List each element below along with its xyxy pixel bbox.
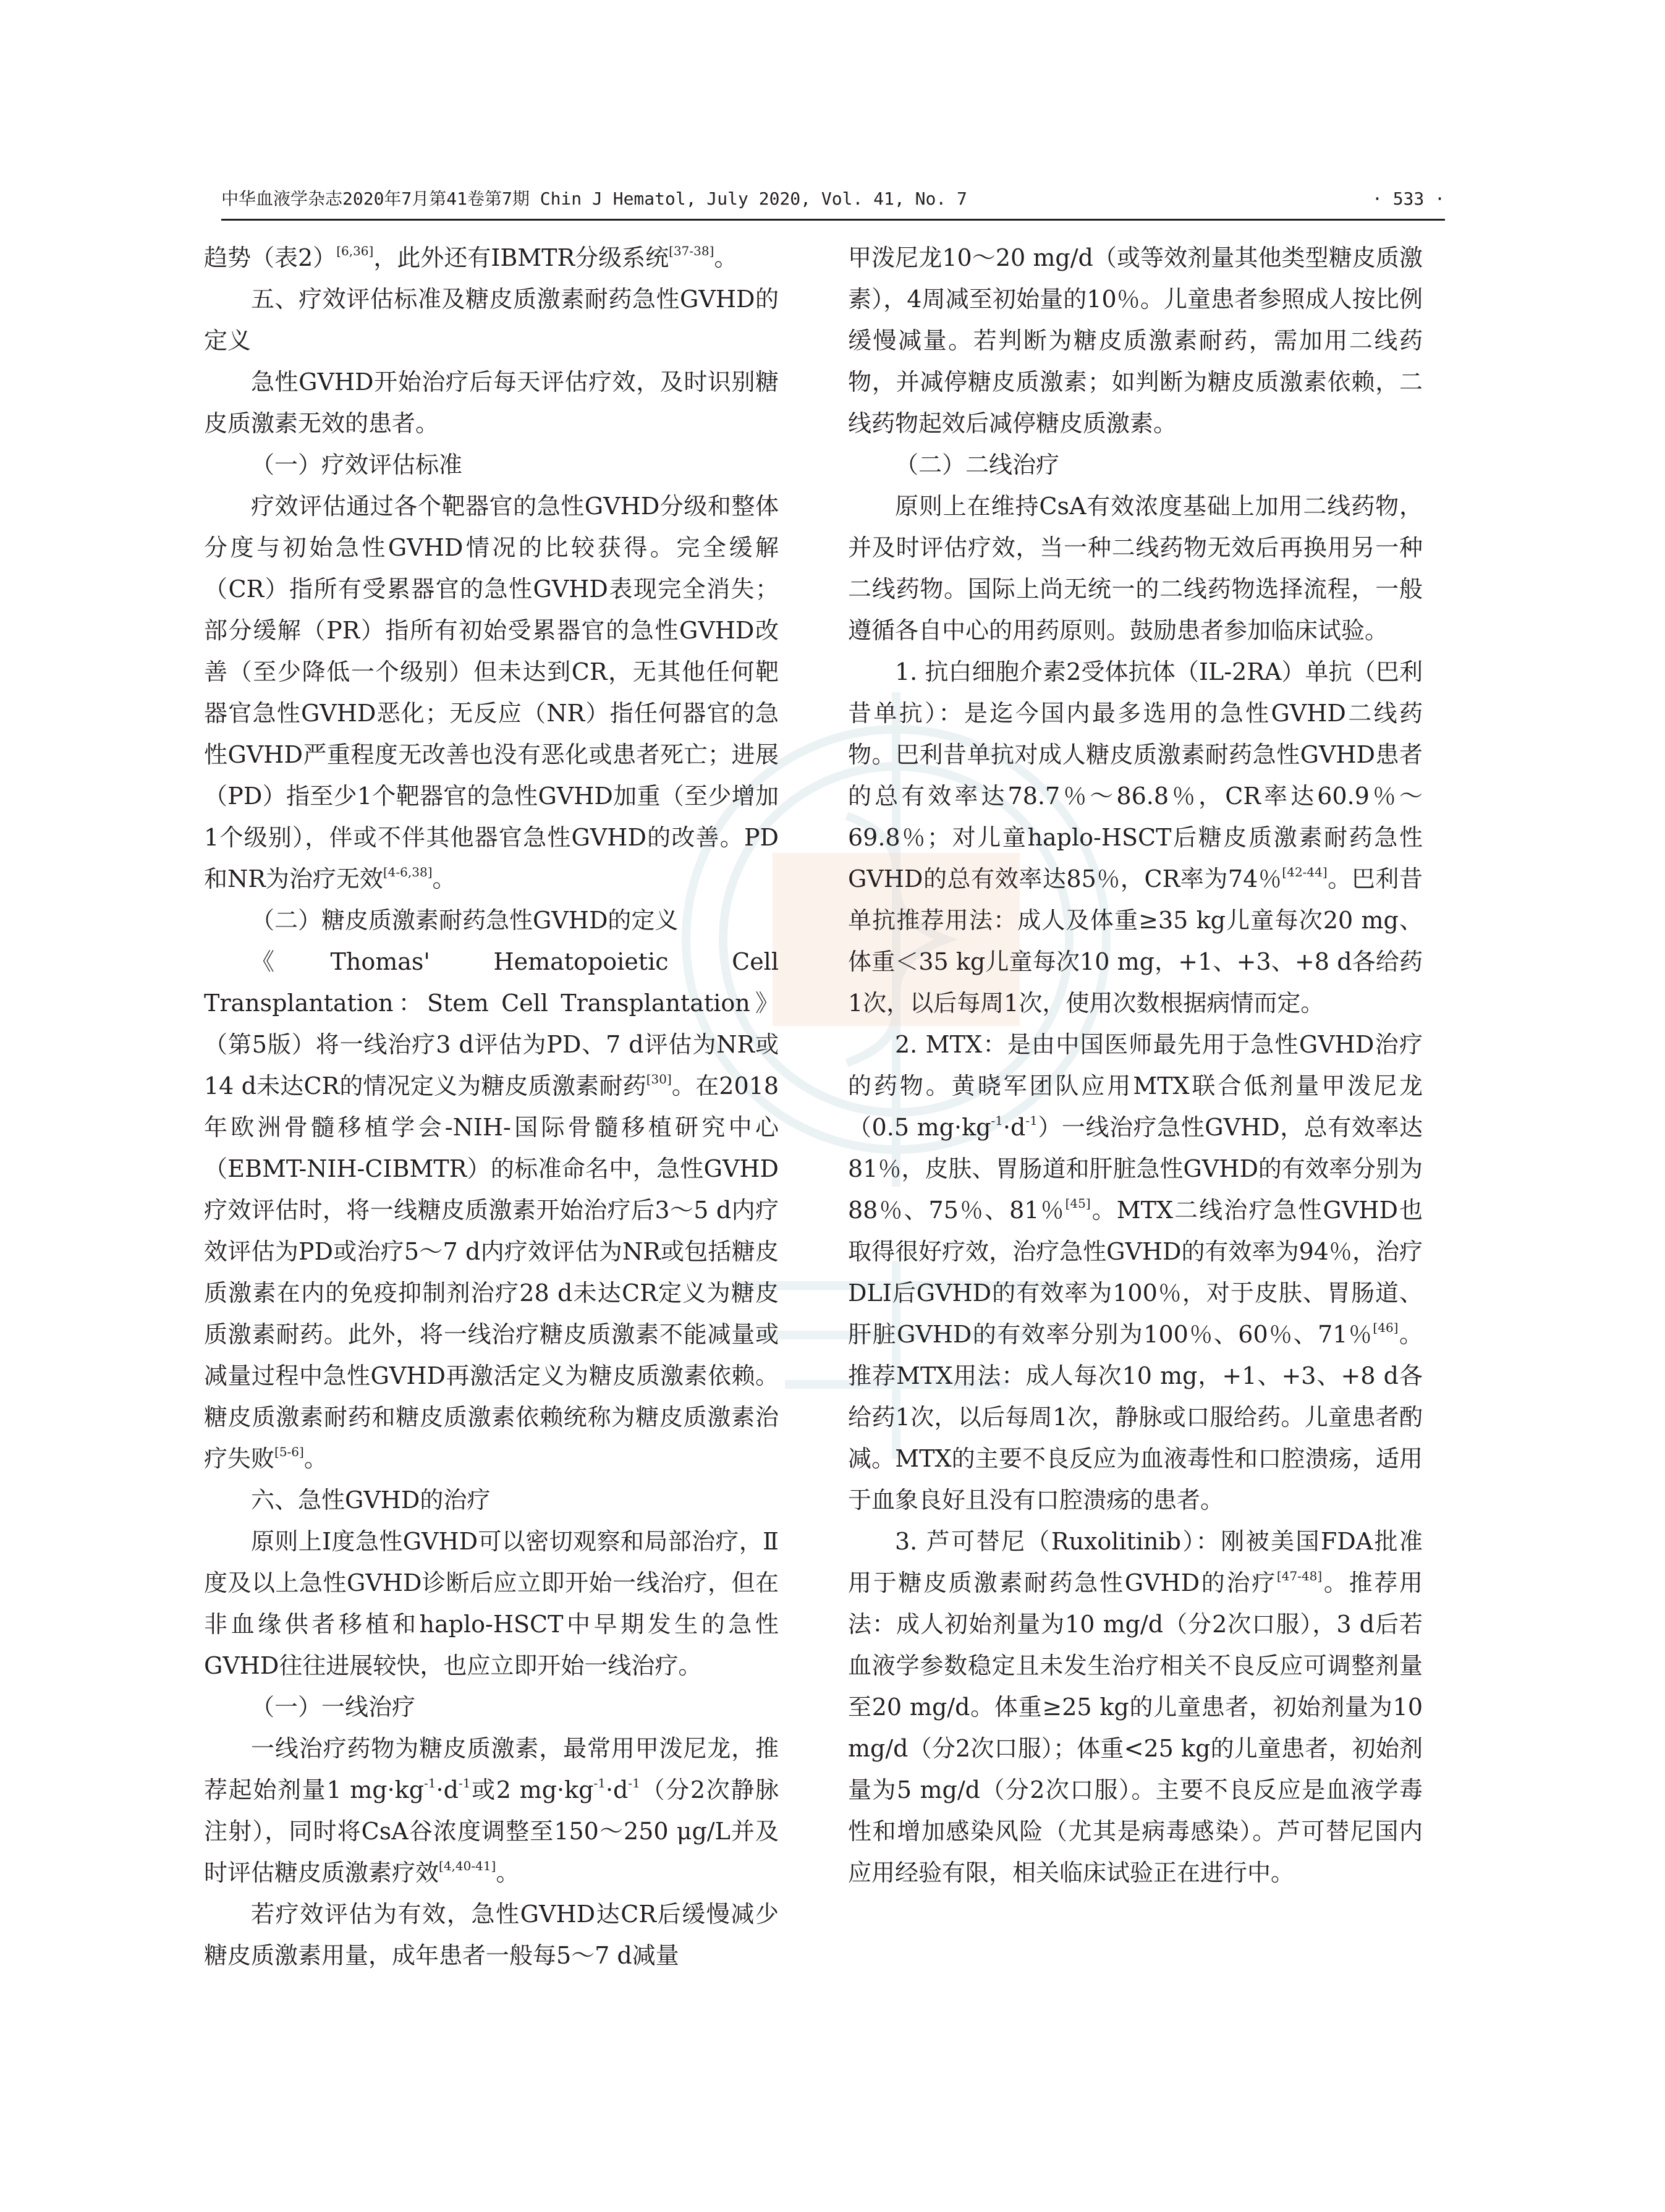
subsection-heading: （一）一线治疗 [251, 1693, 416, 1721]
paragraph: 2. MTX：是由中国医师最先用于急性GVHD治疗的药物。黄晓军团队应用MTX联合低剂量甲泼尼龙（0.5 $mg\cdot kg^{-1}\cdot d^{-1}$）一线治疗急性GVHD，总有效率达81％，皮肤、胃肠道和肝脏急性GVHD的有效率分别为88％、75％、81％[45]。MTX二线治疗急性GVHD也取得很好疗效，治疗急性GVHD的有效率为94％，治疗DLI后GVHD的有效率为100％，对于皮肤、胃肠道、肝脏GVHD的有效率分别为100％、60％、71％[46]。推荐MTX用法：成人每次10 mg，+1、+3、+8 d各给药1次，以后每周1次，静脉或口服给药。儿童患者酌减。MTX的主要不良反应为血液毒性和口腔溃疡，适用于血象良好且没有口腔溃疡的患者。 [848, 1031, 1423, 1514]
paragraph: 疗效评估通过各个靶器官的急性GVHD分级和整体分度与初始急性GVHD情况的比较获得。完全缓解（CR）指所有受累器官的急性GVHD表现完全消失；部分缓解（PR）指所有初始受累器官的急性GVHD改善（至少降低一个级别）但未达到CR，无其他任何靶器官急性GVHD恶化；无反应（NR）指任何器官的急性GVHD严重程度无改善也没有恶化或患者死亡；进展（PD）指至少1个靶器官的急性GVHD加重（至少增加1个级别），伴或不伴其他器官急性GVHD的改善。PD和NR为治疗无效[4-6,38]。 [204, 493, 779, 892]
paragraph: 原则上Ⅰ度急性GVHD可以密切观察和局部治疗，Ⅱ度及以上急性GVHD诊断后应立即开始一线治疗，但在非血缘供者移植和haplo-HSCT中早期发生的急性GVHD往往进展较快，也应立即开始一线治疗。 [204, 1528, 779, 1679]
page-number: · 533 · [1371, 189, 1445, 209]
paragraph: 若疗效评估为有效，急性GVHD达CR后缓慢减少糖皮质激素用量，成年患者一般每5～7 d减量 [204, 1901, 779, 1969]
paragraph: 1. 抗白细胞介素2受体抗体（IL-2RA）单抗（巴利昔单抗）：是迄今国内最多选用的急性GVHD二线药物。巴利昔单抗对成人糖皮质激素耐药急性GVHD患者的总有效率达78.7％～86.8％，CR率达60.9％～69.8％；对儿童haplo-HSCT后糖皮质激素耐药急性GVHD的总有效率达85％，CR率为74％[42-44]。巴利昔单抗推荐用法：成人及体重≥35 kg儿童每次20 mg、体重＜35 kg儿童每次10 mg，+1、+3、+8 d各给药1次，以后每周1次，使用次数根据病情而定。 [848, 658, 1423, 1017]
right-column [848, 237, 1423, 1894]
paragraph: 趋势（表2）[6,36]，此外还有IBMTR分级系统[37-38]。 [204, 244, 738, 271]
subsection-heading: （一）疗效评估标准 [251, 451, 463, 478]
section-heading: 五、疗效评估标准及糖皮质激素耐药急性GVHD的定义 [204, 286, 779, 354]
paragraph: 3. 芦可替尼（Ruxolitinib）：刚被美国FDA批准用于糖皮质激素耐药急性GVHD的治疗[47-48]。推荐用法：成人初始剂量为10 mg/d（分2次口服），3 d后若血液学参数稳定且未发生治疗相关不良反应可调整剂量至20 mg/d。体重≥25 kg的儿童患者，初始剂量为10 mg/d（分2次口服）；体重<25 kg的儿童患者，初始剂量为5 mg/d（分2次口服）。主要不良反应是血液学毒性和增加感染风险（尤其是病毒感染）。芦可替尼国内应用经验有限，相关临床试验正在进行中。 [848, 1528, 1423, 1886]
journal-citation: 中华血液学杂志2020年7月第41卷第7期 Chin J Hematol, July 2020, Vol. 41, No. 7 [221, 189, 967, 209]
left-column [204, 237, 779, 1977]
section-heading: 六、急性GVHD的治疗 [251, 1486, 491, 1514]
subsection-heading: （二）糖皮质激素耐药急性GVHD的定义 [251, 907, 679, 934]
paragraph: 一线治疗药物为糖皮质激素，最常用甲泼尼龙，推荐起始剂量1 $mg\cdot kg^{-1}\cdot d^{-1}$或2 $mg\cdot kg^{-1}\cdot d^{-1}$（分2次静脉注射），同时将CsA谷浓度调整至150～250 μg/L并及时评估糖皮质激素疗效[4,40-41]。 [204, 1735, 779, 1886]
paragraph: 《Thomas' Hematopoietic Cell Transplantation：Stem Cell Transplantation》（第5版）将一线治疗3 d评估为PD、7 d评估为NR或14 d未达CR的情况定义为糖皮质激素耐药[30]。在2018年欧洲骨髓移植学会-NIH-国际骨髓移植研究中心（EBMT-NIH-CIBMTR）的标准命名中，急性GVHD疗效评估时，将一线糖皮质激素开始治疗后3～5 d内疗效评估为PD或治疗5～7 d内疗效评估为NR或包括糖皮质激素在内的免疫抑制剂治疗28 d未达CR定义为糖皮质激素耐药。此外，将一线治疗糖皮质激素不能减量或减量过程中急性GVHD再激活定义为糖皮质激素依赖。糖皮质激素耐药和糖皮质激素依赖统称为糖皮质激素治疗失败[5-6]。 [204, 948, 779, 1472]
subsection-heading: （二）二线治疗 [895, 451, 1060, 478]
header-rule [221, 219, 1445, 221]
paragraph: 急性GVHD开始治疗后每天评估疗效，及时识别糖皮质激素无效的患者。 [204, 368, 779, 437]
paragraph: 甲泼尼龙10～20 mg/d（或等效剂量其他类型糖皮质激素），4周减至初始量的10％。儿童患者参照成人按比例缓慢减量。若判断为糖皮质激素耐药，需加用二线药物，并减停糖皮质激素；如判断为糖皮质激素依赖，二线药物起效后减停糖皮质激素。 [848, 244, 1423, 437]
running-header [221, 185, 1445, 213]
paragraph: 原则上在维持CsA有效浓度基础上加用二线药物，并及时评估疗效，当一种二线药物无效后再换用另一种二线药物。国际上尚无统一的二线药物选择流程，一般遵循各自中心的用药原则。鼓励患者参加临床试验。 [848, 493, 1423, 644]
